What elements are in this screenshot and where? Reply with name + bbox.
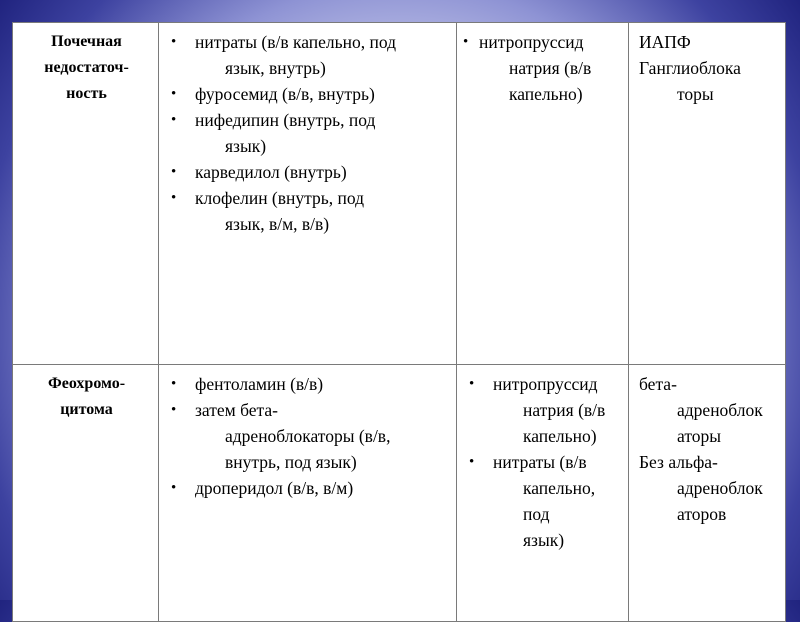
list-item [169, 107, 448, 159]
list-item [169, 81, 448, 107]
bullet-icon: • [469, 453, 475, 470]
drug-list [169, 371, 448, 501]
list-item [169, 397, 448, 475]
text-block [629, 365, 785, 527]
table-row-renal-failure [13, 23, 786, 365]
item-text-continuation: капельно, под [523, 477, 596, 524]
text-line: аторов [677, 503, 727, 524]
text-line: бета- [639, 373, 677, 394]
drug-list [467, 371, 620, 553]
alternative-drugs-cell [457, 23, 629, 365]
list-item [467, 449, 620, 553]
bullet-icon: • [171, 34, 177, 50]
list-item [169, 185, 448, 237]
item-text: клофелин (внутрь, под [195, 188, 364, 208]
list-item [467, 371, 620, 449]
condition-cell [13, 364, 159, 621]
list-item [463, 29, 620, 107]
item-text: дроперидол (в/в, в/м) [195, 477, 354, 498]
item-text-continuation: язык, внутрь) [225, 58, 326, 78]
item-text-continuation: язык) [225, 136, 267, 156]
text-line: адреноблок [677, 399, 763, 420]
bullet-icon: • [171, 86, 177, 102]
list-item [169, 29, 448, 81]
condition-line: цитома [60, 400, 113, 418]
item-text: фентоламин (в/в) [195, 373, 324, 394]
text-line: Ганглиоблока [639, 58, 741, 78]
item-text-continuation: капельно) [509, 84, 583, 104]
recommended-drugs-cell [159, 23, 457, 365]
avoid-drugs-cell [629, 23, 786, 365]
text-line: торы [677, 84, 714, 104]
bullet-icon: • [171, 375, 177, 392]
item-text: карведилол (внутрь) [195, 162, 347, 182]
condition-name [13, 365, 158, 423]
condition-cell [13, 23, 159, 365]
item-text: нифедипин (внутрь, под [195, 110, 376, 130]
list-item [169, 475, 448, 501]
item-text-continuation: натрия (в/в [523, 399, 606, 420]
bullet-icon: • [171, 479, 177, 496]
text-line: ИАПФ [639, 32, 691, 52]
text-line: Без альфа- [639, 451, 718, 472]
item-text: нитропруссид [493, 373, 598, 394]
text-line: адреноблок [677, 477, 763, 498]
list-item [169, 159, 448, 185]
bullet-icon: • [469, 375, 475, 392]
condition-line: Почечная [51, 33, 122, 50]
item-text-continuation: язык, в/м, в/в) [225, 214, 330, 234]
alternative-drugs-cell [457, 364, 629, 621]
item-text: фуросемид (в/в, внутрь) [195, 84, 375, 104]
drug-table [12, 22, 786, 622]
list-item [169, 371, 448, 397]
condition-line: Феохромо- [47, 374, 126, 392]
item-text-continuation: внутрь, под язык) [225, 451, 357, 472]
text-line: аторы [677, 425, 721, 446]
bullet-icon: • [171, 190, 177, 206]
condition-line: ность [66, 85, 107, 102]
bullet-icon: • [171, 164, 177, 180]
item-text: затем бета- [195, 399, 278, 420]
bullet-icon: • [463, 34, 469, 50]
item-text-continuation: язык) [523, 529, 565, 550]
item-text: нитропруссид [479, 32, 584, 52]
table-row-pheochromocytoma [13, 364, 786, 621]
condition-name [13, 23, 158, 107]
condition-line: недостаточ- [44, 59, 129, 76]
bullet-icon: • [171, 401, 177, 418]
drug-list [463, 29, 620, 107]
item-text-continuation: натрия (в/в [509, 58, 592, 78]
item-text: нитраты (в/в капельно, под [195, 32, 397, 52]
item-text-continuation: адреноблокаторы (в/в, [225, 425, 391, 446]
item-text: нитраты (в/в [493, 451, 587, 472]
bullet-icon: • [171, 112, 177, 128]
avoid-drugs-cell [629, 364, 786, 621]
text-block [629, 23, 785, 107]
item-text-continuation: капельно) [523, 425, 597, 446]
drug-list [169, 29, 448, 237]
recommended-drugs-cell [159, 364, 457, 621]
